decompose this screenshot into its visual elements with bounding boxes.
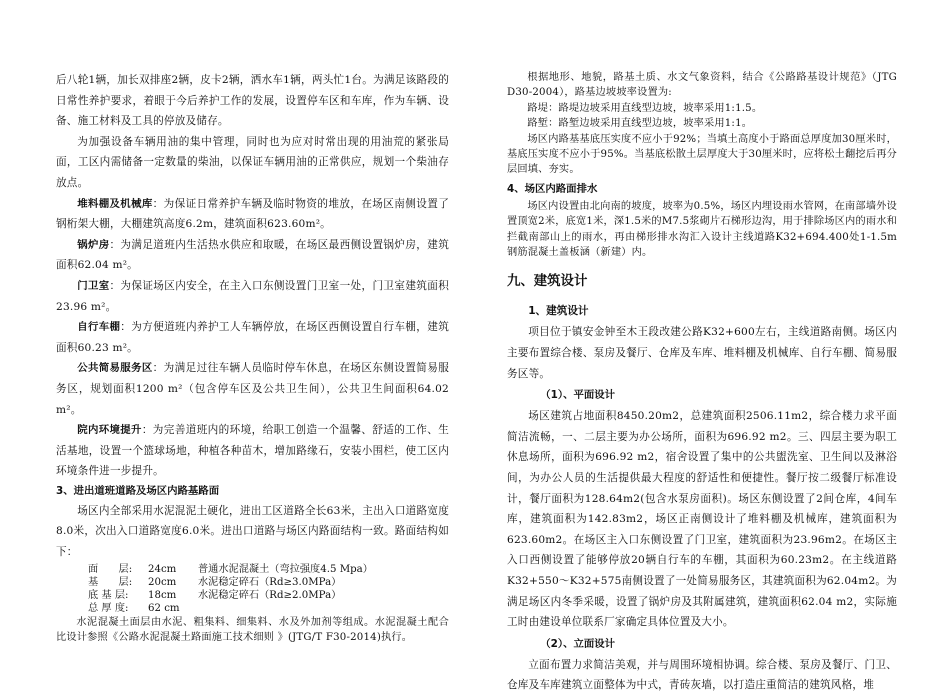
table-row	[88, 602, 377, 615]
paragraph-slope-intro: 根据地形、地貌，路基土质、水文气象资料，结合《公路路基设计规范》（JTG D30-2004），路基边坡坡率设置为:	[507, 72, 897, 99]
text-service-area: ：为满足过往车辆人员临时停车休息，在场区东侧设置简易服务区，规划面积1200 m²（包含停车区及公共卫生间），公共卫生间面积64.02 m²。	[56, 362, 449, 416]
term-bike-shed: 自行车棚	[77, 321, 121, 334]
layer-thickness: 18cm	[148, 589, 177, 601]
subsection-heading-plan: （1）、平面设计	[540, 389, 616, 402]
pavement-structure-table	[88, 563, 377, 615]
layer-thickness: 24cm	[148, 563, 177, 575]
paragraph-bike-shed	[56, 317, 449, 358]
paragraph-roads: 场区内全部采用水泥混泥土硬化，进出工区道路全长63米，主出入口道路宽度8.0米，次出入口道路宽度6.0米。进出口道路与场区内路面结构一致。路面结构如下：	[56, 504, 449, 559]
table-row	[88, 589, 377, 602]
paragraph-cutting: 路堑：路堑边坡采用直线型边坡，坡率采用1:1。	[527, 118, 753, 130]
section-heading-architecture: 1、建筑设计	[528, 305, 589, 318]
text-boiler: ：为满足道班内生活热水供应和取暖，在场区最西侧设置锅炉房，建筑面积62.04 m²。	[56, 238, 449, 272]
section-heading-drainage: 4、场区内路面排水	[507, 182, 598, 195]
paragraph-location: 项目位于镇安金钟至木王段改建公路K32+600左右，主线道路南侧。场区内主要布置综合楼、泵房及餐厅、仓库及车库、堆料棚及机械库、自行车棚、简易服务区等。	[507, 326, 897, 380]
text-guard: ：为保证场区内安全，在主入口东侧设置门卫室一处，门卫室建筑面积23.96 m²。	[56, 279, 449, 313]
layer-thickness: 62 cm	[148, 602, 180, 614]
paragraph-elevation: 立面布置力求简洁美观，并与周围环境相协调。综合楼、泵房及餐厅、门卫、仓库及车库建筑立面整体为中式，青砖灰墙，以打造庄重简洁的建筑风格，堆	[507, 658, 897, 692]
paragraph-drainage: 场区内设置由北向南的坡度，坡率为0.5%，场区内埋设雨水管网，在南部墙外设置顶宽2米，底宽1米，深1.5米的M7.5浆砌片石梯形边沟，用于排除场区内的雨水和拦截南部山上的雨水，再由梯形排水沟汇入设计主线道路K32+694.400处1-1.5m钢筋混凝土盖板涵（新建）内。	[507, 200, 897, 259]
term-material-shed: 堆料棚及机械库	[77, 197, 153, 210]
section-heading-roads: 3、进出道班道路及场区内路基路面	[56, 484, 220, 497]
layer-material: 水泥稳定碎石（Rd≥2.0MPa）	[198, 589, 342, 601]
layer-material: 水泥稳定碎石（Rd≥3.0MPa）	[198, 576, 342, 588]
paragraph-vehicles: 后八轮1辆，加长双排座2辆，皮卡2辆，洒水车1辆，两头忙1台。为满足该路段的日常性养护要求，着眼于今后养护工作的发展，设置停车区和车库，作为车辆、设备、施工材料及工具的停放及储存。	[56, 74, 449, 128]
right-column	[507, 70, 897, 696]
chapter-heading-architecture: 九、建筑设计	[507, 274, 588, 290]
paragraph-material-shed	[56, 194, 449, 235]
paragraph-boiler	[56, 235, 449, 276]
paragraph-embankment: 路堤：路堤边坡采用直线型边坡，坡率采用1:1.5。	[527, 102, 763, 114]
text-environment: ：为完善道班内的环境，给职工创造一个温馨、舒适的工作、生活基地，设置一个篮球场地，种植各种苗木，增加路缘石，安装小围栏，使工区内环境条件进一步提升。	[56, 424, 449, 478]
paragraph-guard	[56, 276, 449, 317]
paragraph-fuel: 为加强设备车辆用油的集中管理，同时也为应对时常出现的用油荒的紧张局面，工区内需储备一定数量的柴油，以保证车辆用油的正常供应，规划一个柴油存放点。	[56, 135, 449, 189]
layer-material: 普通水泥混凝土（弯拉强度4.5 Mpa）	[198, 563, 373, 575]
table-row	[88, 563, 377, 576]
layer-name: 基 层:	[88, 576, 133, 588]
paragraph-service-area	[56, 358, 449, 420]
subsection-heading-elevation: （2）、立面设计	[540, 637, 616, 650]
term-environment: 院内环境提升	[77, 424, 142, 437]
paragraph-compaction: 场区内路基基底压实度不应小于92%；当填土高度小于路面总厚度加30厘米时，基底压实度不应小于95%。当基底松散土层厚度大于30厘米时，应将松土翻挖后再分层回填、夯实。	[507, 133, 897, 176]
left-column	[56, 70, 449, 645]
table-row	[88, 576, 377, 589]
paragraph-plan: 场区建筑占地面积8450.20m2，总建筑面积2506.11m2，综合楼力求平面简洁流畅，一、二层主要为办公场所，面积为696.92 m2。三、四层主要为职工休息场所，面积为696.92 m2，宿舍设置了集中的公共盥洗室、卫生间以及淋浴间，为办公人员的生活提供最大程度的舒适性和便捷性。餐厅按二级餐厅标准设计，餐厅面积为128.64m2(包含水泵房面积)。场区东侧设置了2间仓库，4间车库，建筑面积为142.83m2，场区正南侧设计了堆料棚及机械库，建筑面积为623.60m2。在场区主入口东侧设置了门卫室，建筑面积为23.96m2。在场区主入口西侧设置了能够停放20辆自行车的车棚，其面积为60.23m2。在主线道路K32+550～K32+575南侧设置了一处简易服务区，其建筑面积为62.04m2。为满足场区内冬季采暖，设置了锅炉房及其附属建筑，建筑面积62.04 m2，实际施工时由建设单位联系厂家确定具体位置及大小。	[507, 410, 897, 629]
layer-thickness: 20cm	[148, 576, 177, 588]
paragraph-environment	[56, 420, 449, 482]
paragraph-concrete: 水泥混凝土面层由水泥、粗集料、细集料、水及外加剂等组成。水泥混凝土配合比设计参照《公路水泥混凝土路面施工技术细则 》(JTG/T F30-2014)执行。	[56, 616, 449, 644]
layer-name: 总 厚 度:	[88, 602, 129, 614]
term-service-area: 公共简易服务区	[77, 362, 153, 375]
layer-material	[198, 602, 377, 615]
text-material-shed: ：为保证日常养护车辆及临时物资的堆放，在场区南侧设置了钢桁架大棚，大棚建筑高度6.2m，建筑面积623.60m²。	[56, 197, 449, 231]
layer-name: 面 层:	[88, 563, 133, 575]
layer-name: 底 基 层:	[88, 589, 129, 601]
term-guard: 门卫室	[77, 279, 110, 292]
term-boiler: 锅炉房	[77, 238, 110, 251]
text-bike-shed: ：为方便道班内养护工人车辆停放，在场区西侧设置自行车棚，建筑面积60.23 m²。	[56, 321, 449, 354]
